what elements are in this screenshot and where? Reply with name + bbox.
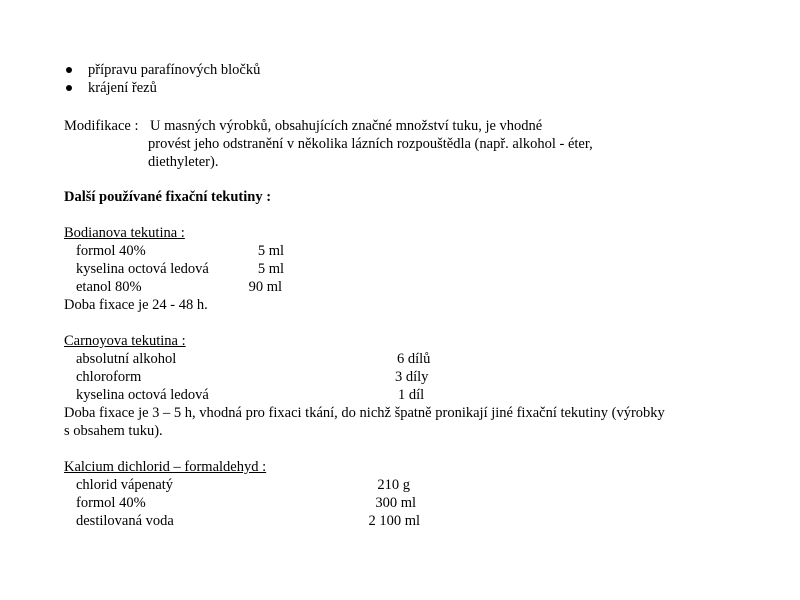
carnoy-amount: 3 díly: [395, 369, 429, 385]
bodian-ingredient: kyselina octová ledová: [76, 261, 209, 277]
bullet-dot: [66, 85, 72, 91]
carnoy-ingredient: chloroform: [76, 369, 142, 385]
carnoy-amount: 6 dílů: [397, 351, 431, 367]
bodian-amount: 5 ml: [257, 261, 284, 277]
carnoy-title: Carnoyova tekutina :: [64, 333, 186, 349]
modification-text-line: diethyleter).: [148, 154, 219, 170]
carnoy-note-line: Doba fixace je 3 – 5 h, vhodná pro fixaci tkání, do nichž špatně pronikají jiné fixační tekutiny (výrobky: [64, 405, 665, 421]
calcium-ingredient: formol 40%: [76, 495, 146, 511]
bullet-dot: [66, 67, 72, 73]
carnoy-ingredient: absolutní alkohol: [76, 351, 177, 367]
bodian-ingredient: formol 40%: [76, 243, 146, 259]
modification-label: Modifikace :: [64, 118, 139, 134]
modification-text-line: U masných výrobků, obsahujících značné množství tuku, je vhodné: [150, 118, 543, 134]
calcium-amount: 300 ml: [375, 495, 416, 511]
section-heading: Další používané fixační tekutiny :: [64, 189, 272, 205]
bodian-title: Bodianova tekutina :: [64, 225, 185, 241]
calcium-amount: 2 100 ml: [368, 513, 420, 529]
calcium-amount: 210 g: [377, 477, 410, 493]
carnoy-note-line: s obsahem tuku).: [64, 423, 163, 439]
calcium-title: Kalcium dichlorid – formaldehyd :: [64, 459, 267, 475]
bullet-item: přípravu parafínových bločků: [88, 62, 261, 78]
modification-text-line: provést jeho odstranění v několika lázních rozpouštědla (např. alkohol - éter,: [148, 136, 593, 152]
calcium-ingredient: destilovaná voda: [76, 513, 174, 529]
calcium-ingredient: chlorid vápenatý: [76, 477, 174, 493]
bodian-note: Doba fixace je 24 - 48 h.: [64, 297, 208, 313]
bodian-amount: 5 ml: [257, 243, 284, 259]
bodian-ingredient: etanol 80%: [76, 279, 142, 295]
bullet-item: krájení řezů: [88, 80, 157, 96]
carnoy-amount: 1 díl: [398, 387, 425, 403]
carnoy-ingredient: kyselina octová ledová: [76, 387, 209, 403]
bodian-amount: 90 ml: [248, 279, 282, 295]
